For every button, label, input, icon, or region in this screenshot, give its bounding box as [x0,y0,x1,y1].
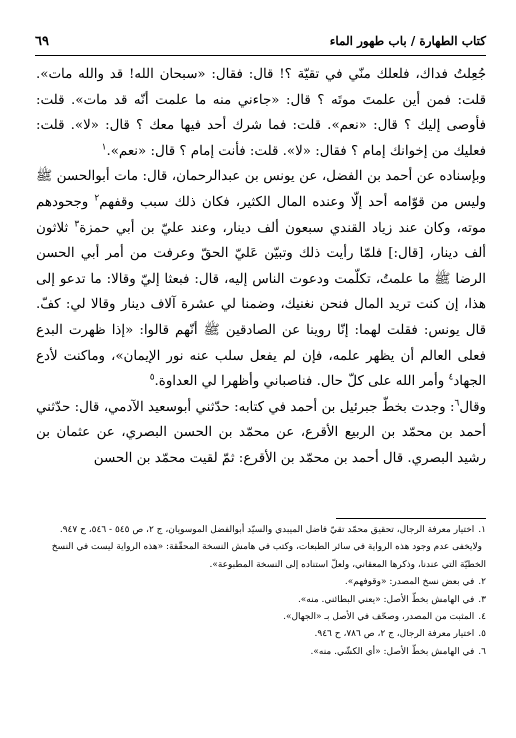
paragraph-3-text-b: : وجدت بخطّ جبرئيل بن أحمد في كتابه: حدّثني أبوسعيد الآدمي، قال: حدّثني أحمد بن محمّد بن الربيع الأقرع، عن محمّد بن الحسن البصري، عن عثمان بن رشيد البصري. قال أحمد بن محمّد بن الأقرع: ثمّ لقيت محمّد بن الحسن [36,399,486,466]
footnote-text: في بعض نسخ المصدر: «وقوفهم». [344,577,475,588]
footnote-text: في الهامش بخطّ الأصل: «أي الكشّي. منه». [310,646,475,657]
footnote-ref-4: ٤ [448,372,454,383]
page-number: ٦٩ [35,33,49,49]
footnote-ref-2: ٢ [94,193,100,204]
footnote [36,592,486,609]
footnote-text: اختيار معرفة الرجال، ج ٢، ص ٧٨٦، ح ٩٤٦. [314,629,475,640]
footnote-number: ٣. [478,594,486,605]
paragraph-1 [36,62,486,164]
footnote-ref-3: ٣ [74,219,80,230]
footnote [36,644,486,661]
footnote-number: ٥. [478,629,486,640]
header-rule [35,55,486,56]
footnote-ref-6: ٦ [454,398,460,409]
footnote-text: اختيار معرفة الرجال، تحقيق محمّد تقيّ فاضل الميبدي والسيّد أبوالفضل الموسويان، ج ٢، ص ٥٤٥ - ٥٤٦، ح ٩٤٧. [59,525,475,535]
footnote-number: ١. [478,525,486,535]
footnote-number [482,542,486,552]
paragraph-3 [36,395,486,472]
footnote [36,626,486,643]
footnote-number: ٦. [478,646,486,657]
footnote [36,574,486,591]
paragraph-2-text-d: وأمر الله على كلّ حال. فناصباني وأظهرا لي العداوة. [154,374,445,390]
footnotes [36,522,486,661]
footnote [36,522,486,539]
main-text [36,62,486,472]
paragraph-1-text: جُعِلتُ فداك، فلعلك منّي في تقيّة ؟! قال: فقال: «سبحان الله! قد والله مات». قلت: فمن أين علمتَ موتَه ؟ قال: «جاءني منه ما علمت أنّه قد مات». قلت: فأوصى إليك ؟ قال: «نعم». قلت: فما شرك أحد فيها معك ؟ قال: «لا». قلت: فعليك من إخوانك إمام ؟ فقال: «لا». قلت: فأنت إمام ؟ قال: «نعم». [36,67,486,159]
footnote [36,609,486,626]
footnote-ref-5: ٥ [149,372,155,383]
footnote-text: المثبت من المصدر، وصحّف في الأصل بـ «الجهال». [283,612,475,623]
paragraph-2-text-c: ثلاثون ألف دينار، [قال:] فلمّا رأيت ذلك وتبيّن عَليّ الحقّ وعرفت من أمر أبي الحسن الرضا ﷺ ما علمتُ، تكلّمت ودعوت الناس إليه، قال: فبعثا إليّ وقالا: ما تدعو إلى هذا، إن كنت تريد المال فنحن نغنيك، وضمنا لي عشرة آلاف دينار وقالا لي: كفّ. قال يونس: فقلت لهما: إنّا روينا عن الصادقين ﷺ أنّهم قالوا: «إذا ظهرت البدع فعلى العالم أن يظهر علمه، فإن لم يفعل سلب عنه نور الإيمان»، وماكنت لأدع الجهاد [36,220,486,390]
running-header [35,30,486,52]
paragraph-3-text-a: وقال [459,399,486,415]
paragraph-2-text-b: وجحودهم موته، وكان عند زياد القندي سبعون ألف دينار، وعند عليّ بن أبي حمزة [36,194,486,236]
footnote [36,539,486,574]
footnote-separator [336,518,486,519]
footnote-text: في الهامش بخطّ الأصل: «يعني البطائني. منه». [297,594,475,605]
header-title: كتاب الطهارة / باب طهور الماء [329,34,486,48]
footnote-text: ولايخفى عدم وجود هذه الرواية في سائر الطبعات، وكتب في هامش النسخة المحقّقة: «هذه الرواية ليست في النسخ الخطيّة التي عندنا، وذكرها المعقاني، ولعلّ استناده إلى النسخة المطبوعة». [51,542,486,570]
footnote-number: ٢. [478,577,486,588]
footnote-number: ٤. [478,612,486,623]
paragraph-2-text-a: وبإسناده عن أحمد بن الفضل، عن يونس بن عبدالرحمان، قال: مات أبوالحسن ﷺ وليس من قوّامه أحد إلّا وعنده المال الكثير، فكان ذلك سبب وقفهم [36,169,486,210]
footnote-ref-1: ١ [101,142,107,153]
paragraph-2 [36,164,486,394]
